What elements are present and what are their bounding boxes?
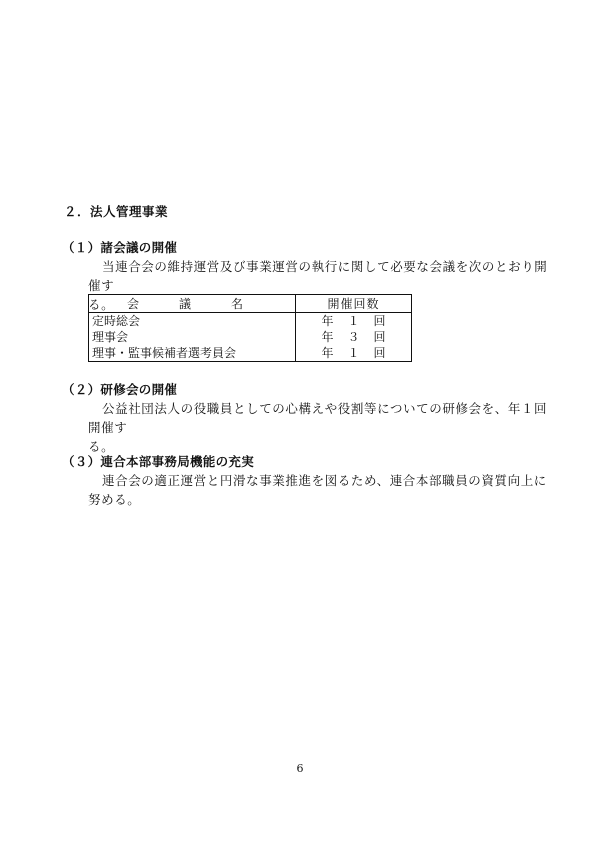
- training-paragraph-line-2: る。: [88, 439, 115, 454]
- table-row: [89, 313, 412, 330]
- table-row: [89, 329, 412, 345]
- count-value: １: [347, 314, 360, 328]
- secretariat-paragraph-line-1: 連合会の適正運営と円滑な事業推進を図るため、連合本部職員の資質向上に努める。: [88, 473, 547, 507]
- meeting-count-cell: [296, 345, 412, 362]
- header-meeting-name: 会 議 名: [89, 295, 296, 313]
- training-paragraph: [88, 399, 558, 456]
- subsection-heading-secretariat: （３）連合本部事務局機能の充実: [62, 454, 255, 469]
- meeting-count-cell: [296, 329, 412, 345]
- count-unit-times: 回: [373, 314, 386, 328]
- table-row: [89, 345, 412, 362]
- table-header-row: [89, 295, 412, 313]
- count-value: ３: [347, 330, 360, 344]
- count-unit-year: 年: [321, 330, 334, 344]
- meeting-count-cell: [296, 313, 412, 330]
- meeting-name-cell: 理事会: [89, 329, 296, 345]
- subsection-heading-meetings: （１）諸会議の開催: [62, 240, 178, 255]
- section-title: ２．法人管理事業: [64, 204, 169, 219]
- page-number: 6: [296, 762, 304, 775]
- count-value: １: [347, 346, 360, 360]
- training-paragraph-line-1: 公益社団法人の役職員としての心構えや役割等についての研修会を、年１回開催す: [88, 401, 548, 435]
- count-unit-times: 回: [373, 330, 386, 344]
- meeting-name-cell: 定時総会: [89, 313, 296, 330]
- count-unit-times: 回: [373, 346, 386, 360]
- subsection-heading-training: （２）研修会の開催: [62, 382, 178, 397]
- count-unit-year: 年: [321, 314, 334, 328]
- header-meeting-count: 開催回数: [296, 295, 412, 313]
- count-unit-year: 年: [321, 346, 334, 360]
- meetings-paragraph-line-2: る。: [88, 297, 115, 312]
- secretariat-paragraph: [88, 471, 558, 509]
- meetings-table: [88, 294, 412, 362]
- meeting-name-cell: 理事・監事候補者選考員会: [89, 345, 296, 362]
- meetings-paragraph-line-1: 当連合会の維持運営及び事業運営の執行に関して必要な会議を次のとおり開催す: [88, 259, 548, 293]
